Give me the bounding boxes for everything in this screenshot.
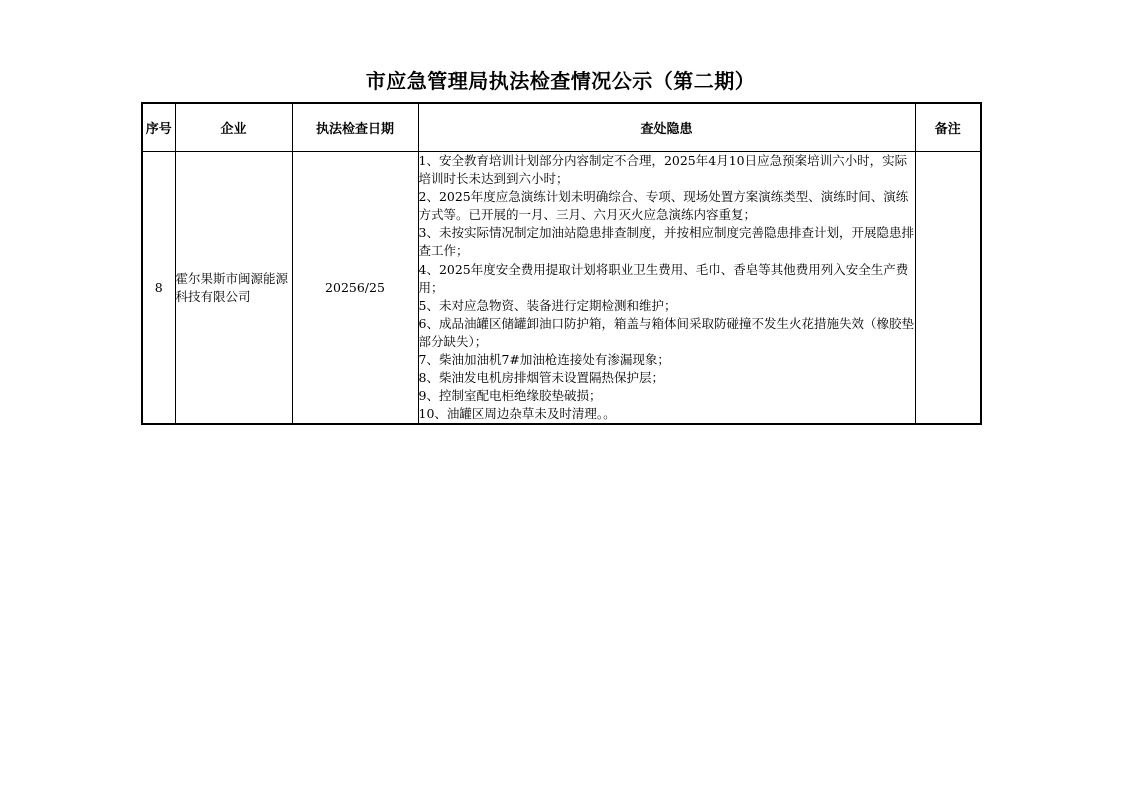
- table-body: [142, 152, 981, 425]
- header-no: 序号: [142, 103, 175, 152]
- hazard-item: 2、2025年度应急演练计划未明确综合、专项、现场处置方案演练类型、演练时间、演练方式等。已开展的一月、三月、六月灭火应急演练内容重复；: [418, 189, 909, 223]
- inspection-table: [141, 102, 982, 425]
- cell-enterprise: 霍尔果斯市闽源能源科技有限公司: [175, 152, 292, 425]
- hazard-item: 7、柴油加油机7#加油枪连接处有渗漏现象；: [418, 352, 670, 368]
- cell-no: 8: [142, 152, 175, 425]
- hazard-item: 4、2025年度安全费用提取计划将职业卫生费用、毛巾、香皂等其他费用列入安全生产费用；: [418, 261, 909, 295]
- hazard-item: 3、未按实际情况制定加油站隐患排查制度，并按相应制度完善隐患排查计划，开展隐患排查工作；: [418, 225, 914, 259]
- page-title: 市应急管理局执法检查情况公示（第二期）: [365, 69, 756, 93]
- hazard-list: [419, 152, 915, 423]
- hazard-item: 5、未对应急物资、装备进行定期检测和维护；: [418, 297, 677, 313]
- hazard-item: 9、控制室配电柜绝缘胶垫破损；: [418, 388, 602, 404]
- header-enterprise: 企业: [175, 103, 292, 152]
- hazard-item: 10、油罐区周边杂草未及时清理。。: [418, 406, 616, 422]
- hazard-item: 8、柴油发电机房排烟管未设置隔热保护层；: [418, 370, 664, 386]
- table-row: [142, 152, 981, 425]
- header-date: 执法检查日期: [292, 103, 418, 152]
- hazard-item: 6、成品油罐区储罐卸油口防护箱，箱盖与箱体间采取防碰撞不发生火花措施失效（橡胶垫部分缺失）；: [418, 315, 914, 349]
- cell-hazards: [418, 152, 915, 425]
- header-remarks: 备注: [915, 103, 981, 152]
- header-hazards: 查处隐患: [418, 103, 915, 152]
- cell-date: 20256/25: [292, 152, 418, 425]
- hazard-item: 1、安全教育培训计划部分内容制定不合理，2025年4月10日应急预案培训六小时，实际培训时长未达到到六小时；: [418, 153, 908, 187]
- header-row: [142, 103, 981, 152]
- table-header: [142, 103, 981, 152]
- cell-remarks: [915, 152, 981, 425]
